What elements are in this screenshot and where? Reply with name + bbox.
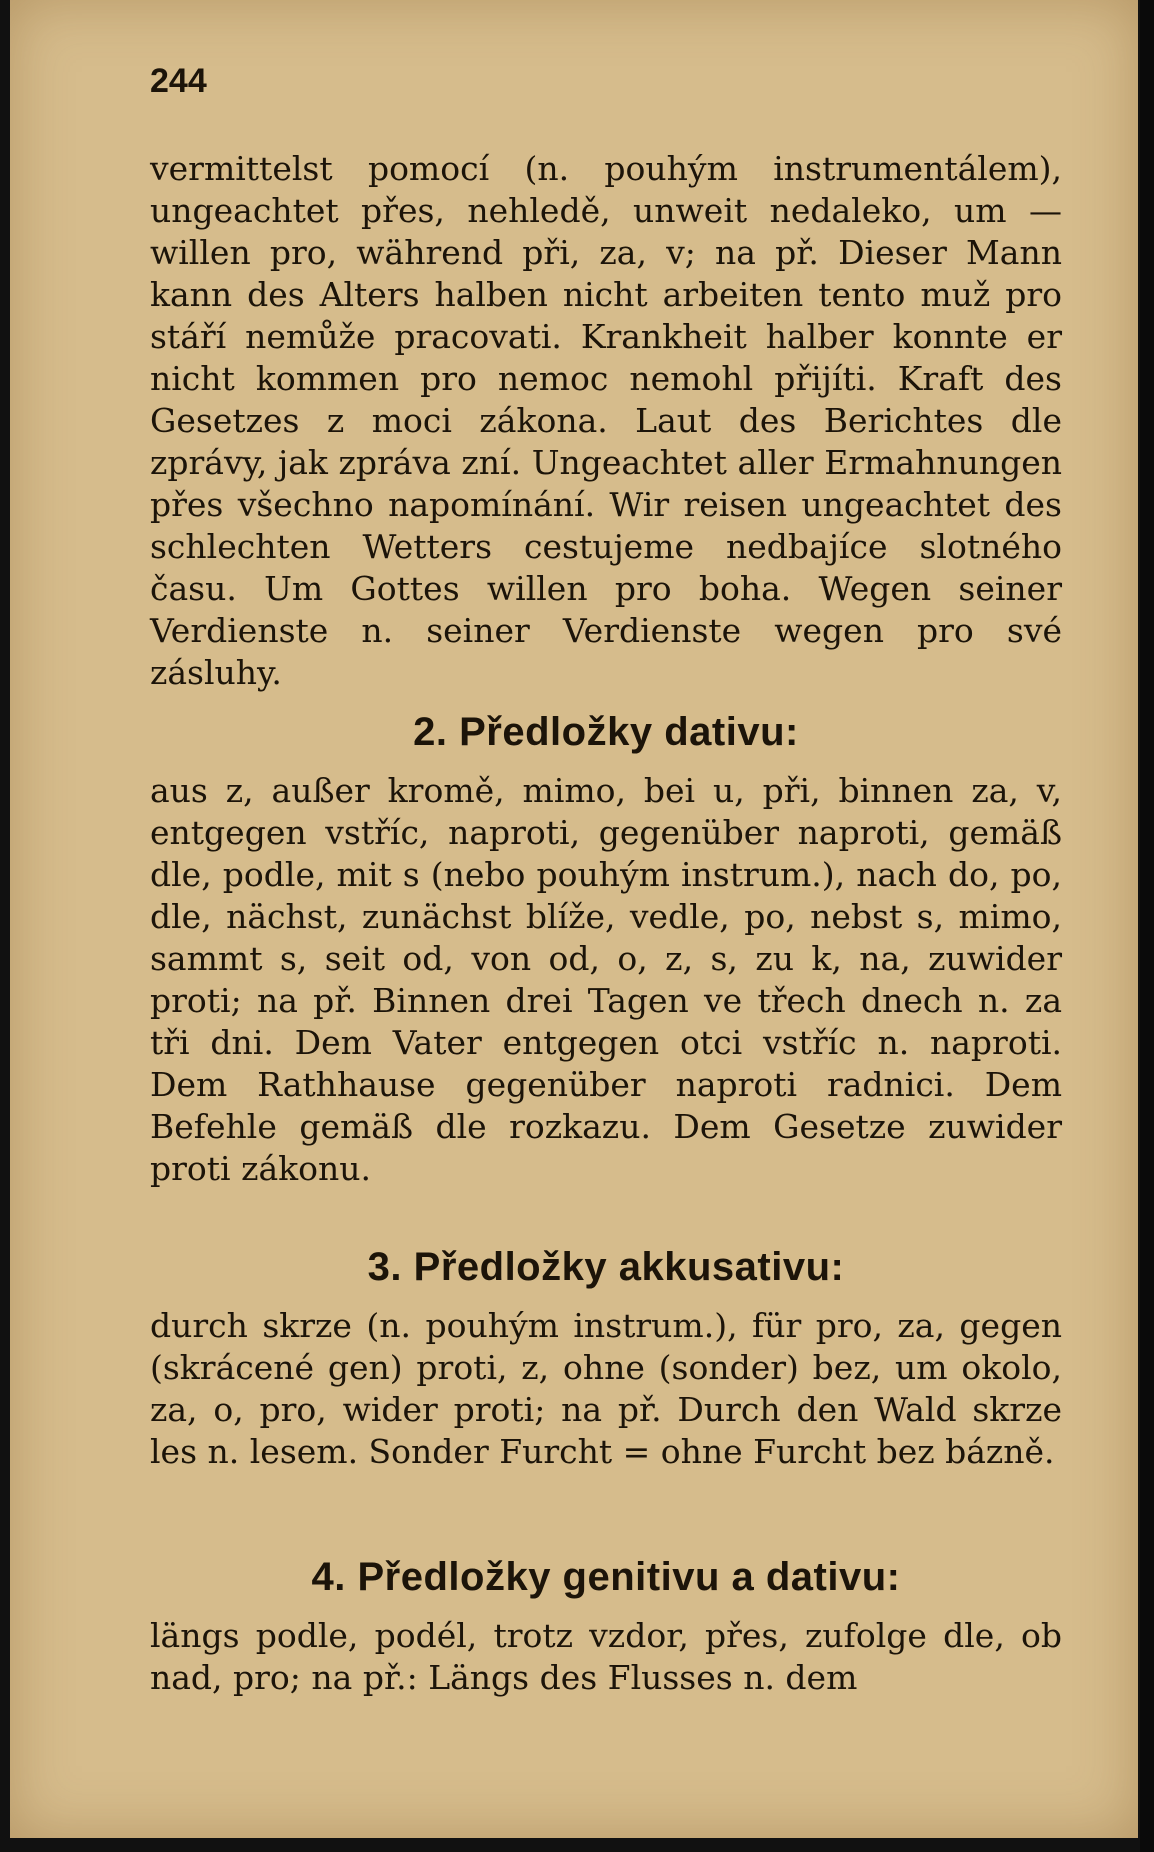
scan-edge — [1140, 0, 1154, 1852]
section-text-dative — [150, 770, 1062, 1190]
section-text-accusative — [150, 1305, 1062, 1473]
section-text-genitive-dative — [150, 1615, 1062, 1699]
page-number: 244 — [150, 62, 207, 100]
section-heading-dative: 2. Předložky dativu: — [413, 710, 799, 754]
intro-paragraph — [150, 148, 1062, 694]
section-body: längs podle, podél, trotz vzdor, přes, zufolge dle, ob nad, pro; na př.: Längs des Flusses n. dem — [150, 1616, 1062, 1697]
intro-text: vermittelst pomocí (n. pouhým instrumentálem), ungeachtet přes, nehledě, unweit nedaleko, um — willen pro, während při, za, v; na př. Dieser Mann kann des Alters halben nicht arbeiten tento muž pro stáří nemůže pracovati. Krankheit halber konnte er nicht kommen pro nemoc nemohl přijíti. Kraft des Gesetzes z moci zákona. Laut des Berichtes dle zprávy, jak zpráva zní. Ungeachtet aller Ermahnungen přes všechno napomínání. Wir reisen ungeachtet des schlechten Wetters cestujeme nedbajíce slotného času. Um Gottes willen pro boha. Wegen seiner Verdienste n. seiner Verdienste wegen pro své zásluhy. — [150, 149, 1062, 692]
section-heading-accusative: 3. Předložky akkusativu: — [367, 1245, 845, 1289]
section-body: durch skrze (n. pouhým instrum.), für pro, za, gegen (skrácené gen) proti, z, ohne (sonder) bez, um okolo, za, o, pro, wider proti; na př. Durch den Wald skrze les n. lesem. Sonder Furcht = ohne Furcht bez bázně. — [150, 1306, 1062, 1471]
section-heading-genitive-dative: 4. Předložky genitivu a dativu: — [311, 1555, 901, 1599]
section-body: aus z, außer kromě, mimo, bei u, při, binnen za, v, entgegen vstříc, naproti, gegenüber naproti, gemäß dle, podle, mit s (nebo pouhým instrum.), nach do, po, dle, nächst, zunächst blíže, vedle, po, nebst s, mimo, sammt s, seit od, von od, o, z, s, zu k, na, zuwider proti; na př. Binnen drei Tagen ve třech dnech n. za tři dni. Dem Vater entgegen otci vstříc n. naproti. Dem Rathhause gegenüber naproti radnici. Dem Befehle gemäß dle rozkazu. Dem Gesetze zuwider proti zákonu. — [150, 771, 1062, 1188]
